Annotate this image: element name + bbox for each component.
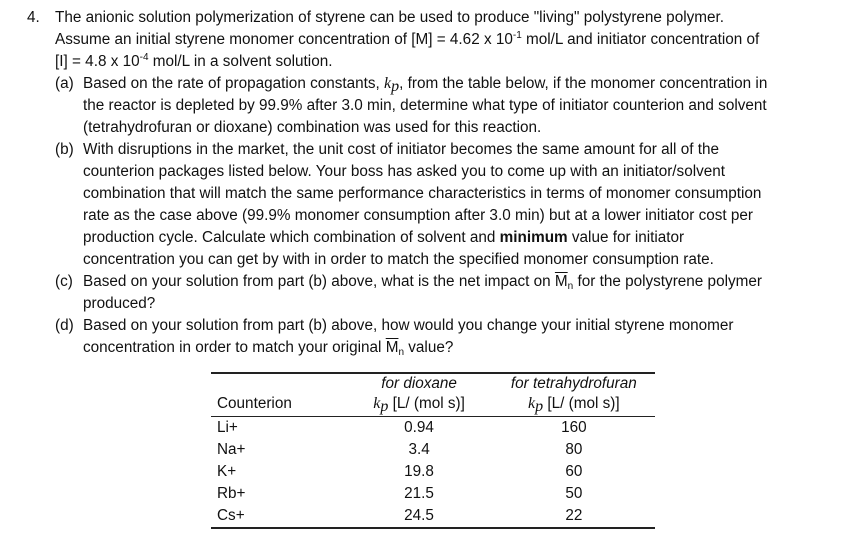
cell-counterion: Li+: [217, 419, 238, 436]
cell-dioxane: 19.8: [404, 463, 434, 480]
header-counterion: Counterion: [211, 394, 345, 417]
part-b-line-2: counterion packages listed below. Your boss has asked you to come up with an initiator/solvent: [83, 163, 726, 180]
part-b-line-1: With disruptions in the market, the unit cost of initiator becomes the same amount for all of the: [83, 141, 719, 158]
part-a-line-3: (tetrahydrofuran or dioxane) combination was used for this reaction.: [83, 119, 542, 136]
part-a-line-1: Based on the rate of propagation constants, $k_p$, from the table below, if the monomer concentration in: [83, 75, 768, 95]
cell-thf: 80: [565, 441, 583, 458]
header-thf-units: $k_p$ [L/ (mol s)]: [493, 394, 655, 417]
table-row: [211, 483, 655, 505]
table-row: [211, 439, 655, 461]
part-a-line-2: the reactor is depleted by 99.9% after 3.0 min, determine what type of initiator counterion and solvent: [83, 97, 767, 114]
part-c-label: (c): [55, 273, 73, 290]
cell-thf: 22: [493, 505, 655, 528]
part-b-line-3: combination that will match the same performance characteristics in terms of monomer consumption: [83, 185, 762, 202]
cell-counterion: Rb+: [217, 485, 246, 502]
intro-line-1: The anionic solution polymerization of styrene can be used to produce "living" polystyrene polymer.: [55, 9, 724, 26]
cell-counterion: K+: [217, 463, 237, 480]
cell-dioxane: 3.4: [408, 441, 430, 458]
part-a: [55, 73, 847, 139]
part-c-line-1: Based on your solution from part (b) above, what is the net impact on $\overline{M}_n$ for the polystyrene polymer: [83, 273, 762, 292]
part-b-line-4: rate as the case above (99.9% monomer consumption after 3.0 min) but at a lower initiator cost per: [83, 207, 754, 224]
part-b-label: (b): [55, 141, 74, 158]
emphasis-minimum: minimum: [499, 229, 568, 246]
question-number: 4.: [27, 9, 40, 26]
part-d-label: (d): [55, 317, 74, 334]
part-b-line-5: production cycle. Calculate which combination of solvent and minimum value for initiator: [83, 229, 685, 246]
cell-dioxane: 0.94: [404, 419, 434, 436]
cell-counterion: Cs+: [211, 505, 345, 528]
part-b-line-6: concentration you can get by with in order to match the specified monomer consumption rate.: [83, 251, 714, 268]
table-row: [211, 417, 655, 440]
header-thf: for tetrahydrofuran: [510, 375, 637, 392]
part-c-line-2: produced?: [83, 295, 156, 312]
part-d: [55, 315, 847, 359]
cell-thf: 160: [561, 419, 587, 436]
cell-thf: 50: [565, 485, 583, 502]
part-d-line-1: Based on your solution from part (b) above, how would you change your initial styrene monomer: [83, 317, 734, 334]
question-body: [55, 7, 847, 359]
table-row: [211, 505, 655, 528]
cell-thf: 60: [565, 463, 583, 480]
problem-4: [27, 7, 847, 359]
cell-counterion: Na+: [217, 441, 246, 458]
cell-dioxane: 24.5: [345, 505, 492, 528]
intro-line-3: [I] = 4.8 x $10^{-4}$ mol/L in a solvent solution.: [55, 52, 333, 70]
cell-dioxane: 21.5: [404, 485, 434, 502]
part-c: [55, 271, 847, 315]
table-row: [211, 461, 655, 483]
intro-line-2: Assume an initial styrene monomer concentration of [M] = 4.62 x $10^{-1}$ mol/L and initiator concentration of: [55, 30, 760, 48]
part-a-label: (a): [55, 75, 74, 92]
kp-table: [211, 372, 655, 529]
part-b: [55, 139, 847, 271]
header-dioxane: for dioxane: [381, 375, 457, 392]
header-dioxane-units: $k_p$ [L/ (mol s)]: [345, 394, 492, 417]
part-d-line-2: concentration in order to match your original $\overline{M}_n$ value?: [83, 339, 454, 358]
